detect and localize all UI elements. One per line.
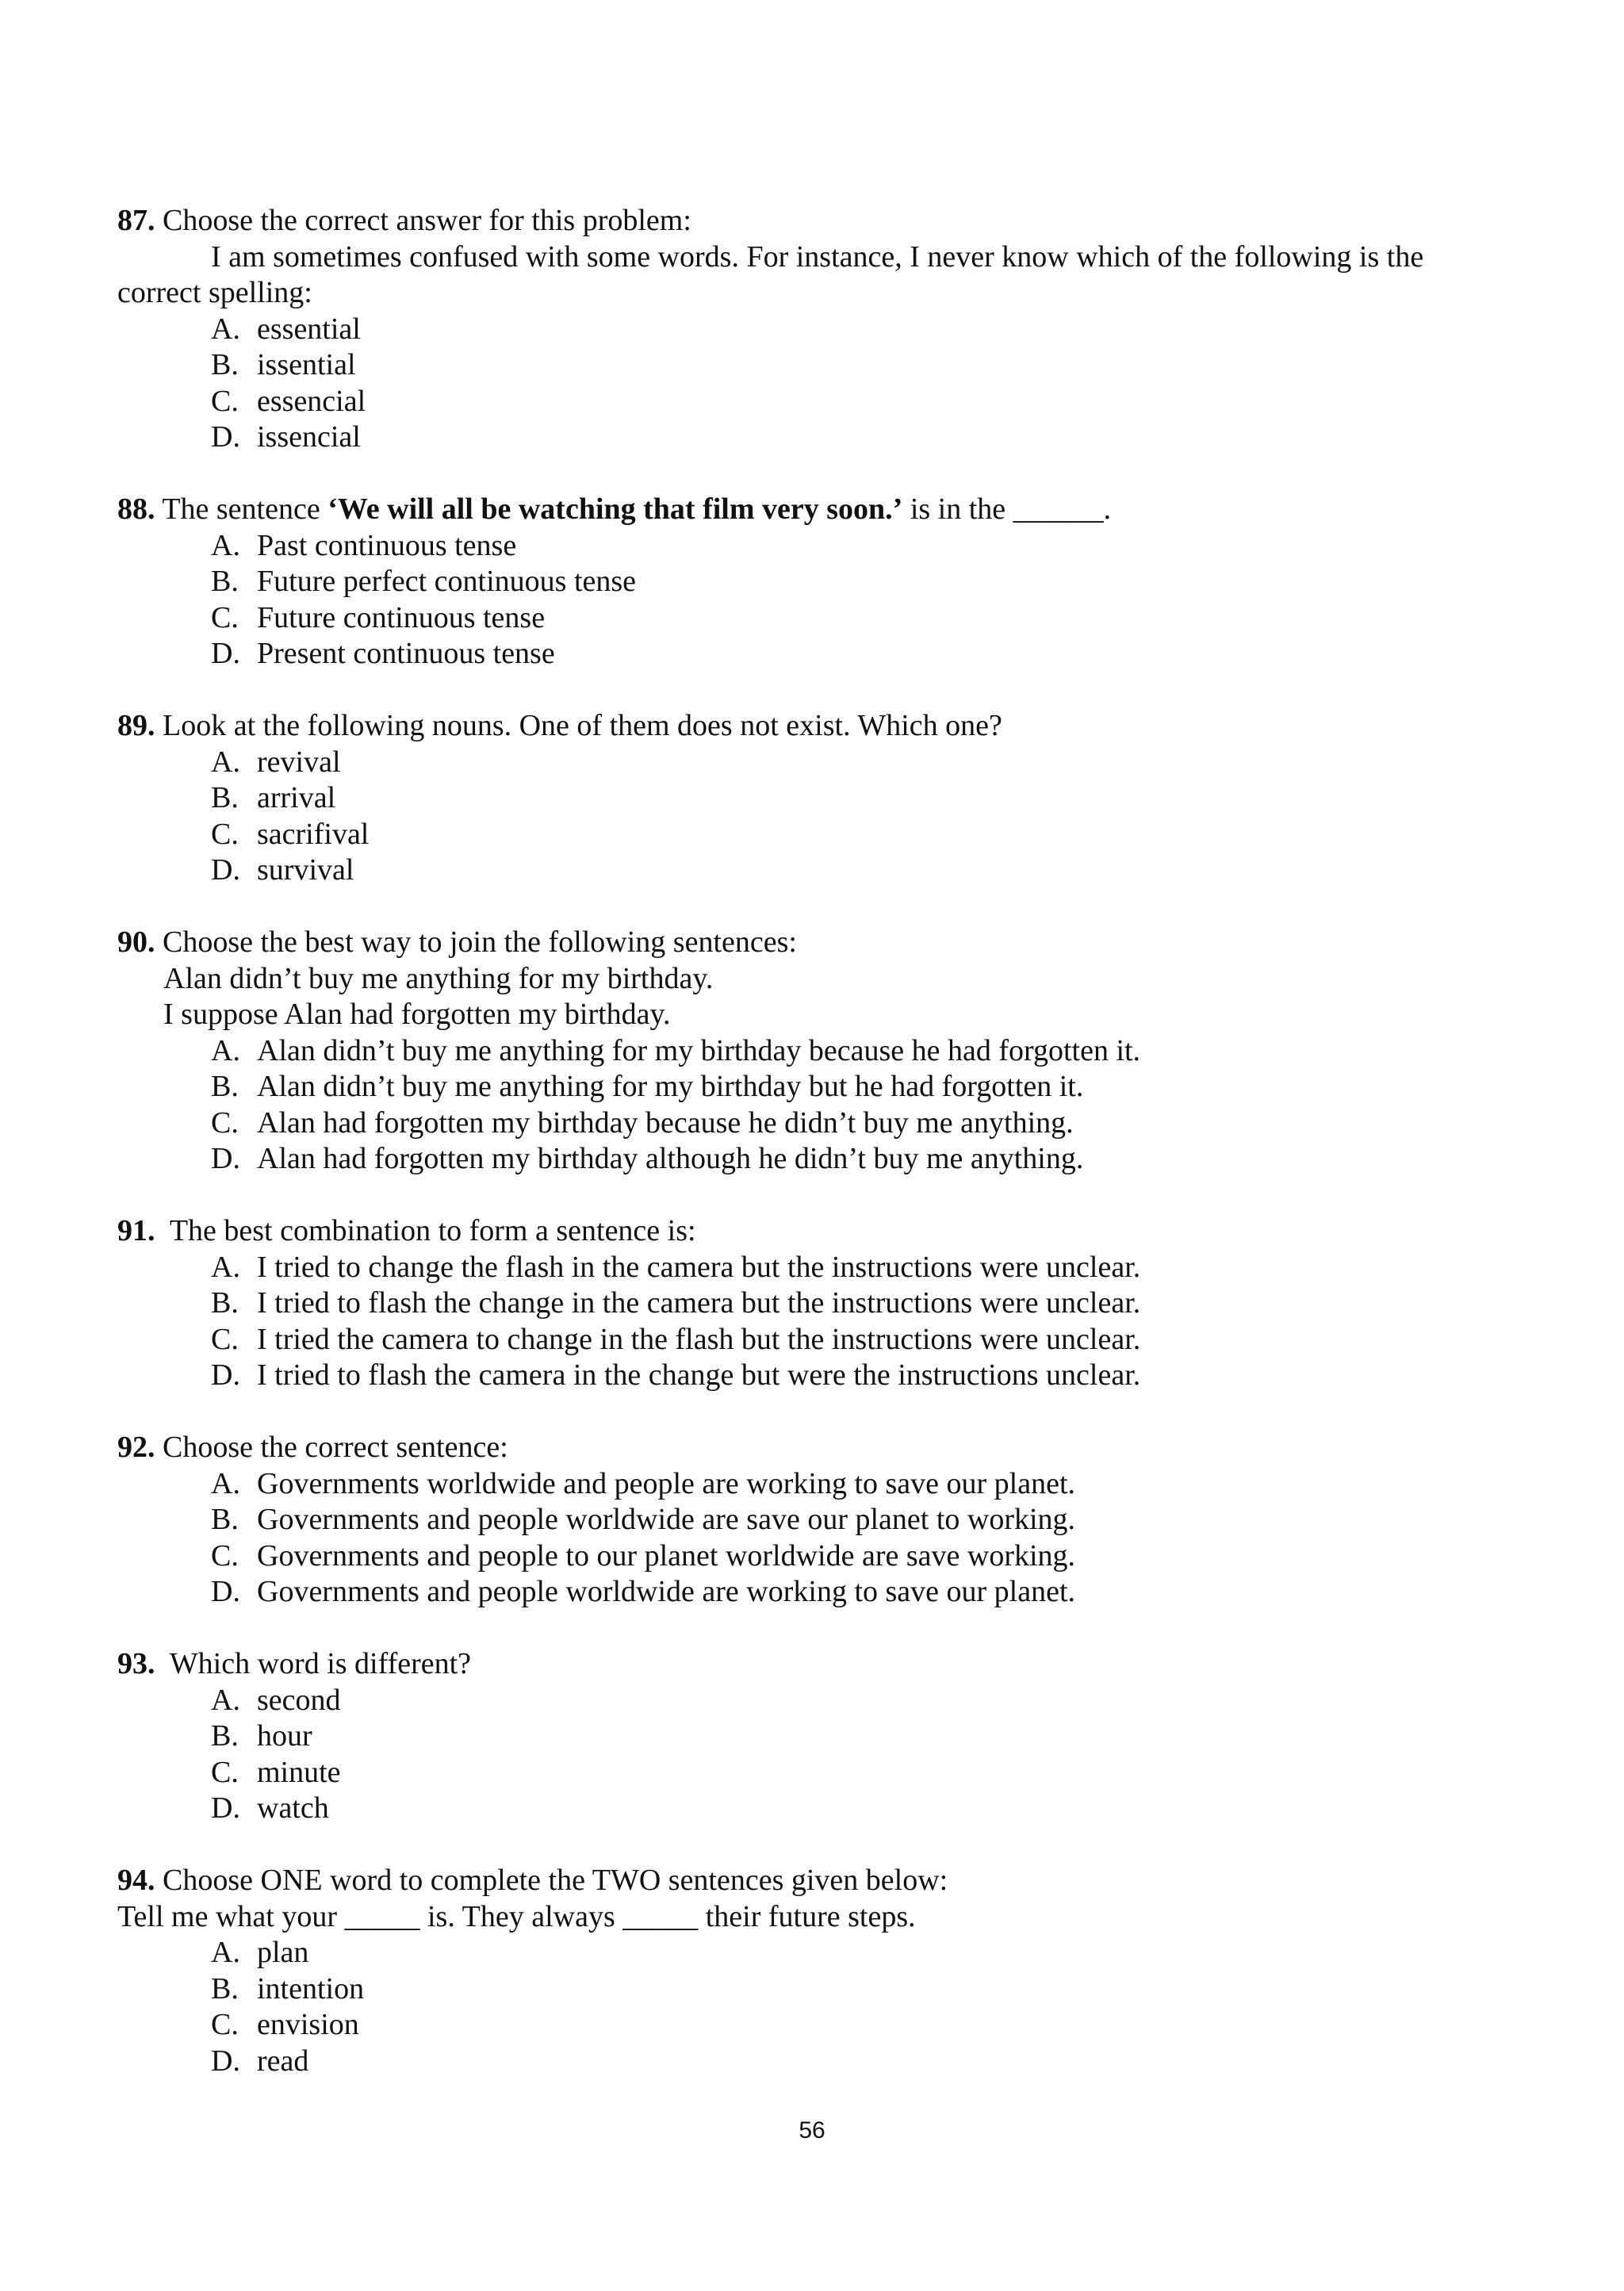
option-letter: A. (211, 528, 240, 562)
question-prompt (117, 925, 1513, 961)
option-letter: B. (211, 781, 239, 814)
question-87 (117, 203, 1513, 456)
page-number: 56 (799, 2117, 825, 2144)
answer-option-b (117, 1285, 1513, 1322)
option-text: Alan didn’t buy me anything for my birthday but he had forgotten it. (257, 1070, 1084, 1103)
option-letter: A. (211, 1250, 240, 1284)
answer-option-c (117, 2007, 1513, 2044)
option-letter: C. (211, 1105, 239, 1140)
question-list (117, 203, 1513, 2116)
question-prompt (117, 1213, 1513, 1250)
option-letter: B. (211, 1719, 239, 1753)
answer-option-b (117, 1971, 1513, 2008)
answer-options (117, 745, 1513, 889)
answer-options (117, 528, 1513, 672)
option-letter: B. (211, 565, 239, 598)
answer-options (117, 1466, 1513, 1611)
answer-option-a (117, 1250, 1513, 1286)
option-letter: B. (211, 1286, 239, 1320)
question-bold-text: ‘We will all be watching that film very soon.’ (327, 492, 903, 526)
question-given-sentence: Alan didn’t buy me anything for my birthday. (163, 961, 714, 995)
answer-option-c (117, 384, 1513, 420)
question-continuation: correct spelling: (117, 276, 312, 309)
question-text: Choose the correct sentence: (155, 1431, 508, 1464)
option-text: Governments and people to our planet worldwide are save working. (257, 1538, 1076, 1573)
question-number: 89. (117, 709, 155, 742)
option-text: I tried to flash the change in the camera but the instructions were unclear. (257, 1286, 1141, 1320)
option-text: Governments worldwide and people are working to save our planet. (257, 1466, 1076, 1500)
option-letter: A. (211, 312, 240, 346)
option-text: plan (257, 1936, 309, 1969)
answer-option-d (117, 420, 1513, 456)
answer-option-b (117, 1502, 1513, 1538)
answer-option-d (117, 1358, 1513, 1394)
option-text: Future perfect continuous tense (257, 565, 637, 598)
question-91 (117, 1213, 1513, 1394)
answer-option-b (117, 780, 1513, 817)
option-text: arrival (257, 781, 336, 814)
answer-options (117, 1250, 1513, 1394)
question-number: 91. (117, 1214, 155, 1247)
option-letter: B. (211, 1070, 239, 1103)
option-letter: C. (211, 1538, 239, 1573)
question-number: 90. (117, 925, 155, 959)
answer-option-a (117, 528, 1513, 565)
option-letter: D. (211, 637, 240, 670)
question-89 (117, 708, 1513, 889)
option-text: minute (257, 1755, 341, 1789)
answer-option-c (117, 1538, 1513, 1575)
option-text: Future continuous tense (257, 600, 546, 634)
answer-option-a (117, 1466, 1513, 1503)
option-text: Alan had forgotten my birthday because he didn’t buy me anything. (257, 1105, 1074, 1140)
answer-option-a (117, 312, 1513, 348)
option-letter: D. (211, 853, 240, 887)
question-text: Choose the correct answer for this problem: (155, 204, 691, 237)
answer-option-a (117, 1033, 1513, 1070)
answer-options (117, 1935, 1513, 2079)
question-number: 93. (117, 1647, 155, 1680)
question-text: is in the ______. (902, 492, 1112, 526)
option-letter: A. (211, 1466, 240, 1500)
answer-option-d (117, 852, 1513, 889)
option-letter: D. (211, 1575, 240, 1608)
question-number: 87. (117, 204, 155, 237)
option-letter: C. (211, 2008, 239, 2041)
question-prompt (117, 203, 1513, 239)
option-letter: C. (211, 600, 239, 634)
option-text: envision (257, 2008, 359, 2041)
option-letter: C. (211, 1322, 239, 1356)
option-text: essencial (257, 384, 366, 418)
option-letter: A. (211, 1033, 240, 1067)
option-text: I tried to change the flash in the camera but the instructions were unclear. (257, 1250, 1141, 1284)
question-indented-text: I am sometimes confused with some words. For instance, I never know which of the following is the (211, 239, 1424, 274)
question-94 (117, 1863, 1513, 2079)
option-letter: B. (211, 1503, 239, 1536)
question-text: The sentence (155, 492, 328, 526)
answer-option-c (117, 817, 1513, 853)
question-prompt (117, 1863, 1513, 1899)
option-text: Alan didn’t buy me anything for my birthday because he had forgotten it. (257, 1033, 1141, 1067)
question-text: Look at the following nouns. One of them does not exist. Which one? (155, 709, 1002, 742)
option-letter: C. (211, 817, 239, 851)
option-text: Alan had forgotten my birthday although he didn’t buy me anything. (257, 1142, 1084, 1175)
answer-option-c (117, 1105, 1513, 1142)
answer-option-b (117, 1069, 1513, 1105)
question-number: 94. (117, 1864, 155, 1897)
question-text: Choose the best way to join the following sentences: (155, 925, 797, 959)
option-letter: D. (211, 1358, 240, 1392)
option-letter: B. (211, 348, 239, 381)
question-text: Which word is different? (155, 1647, 472, 1680)
option-text: intention (257, 1971, 365, 2006)
option-text: watch (257, 1791, 329, 1825)
question-prompt (117, 1430, 1513, 1466)
option-text: Present continuous tense (257, 637, 555, 670)
option-text: Past continuous tense (257, 528, 517, 562)
question-text: The best combination to form a sentence is: (155, 1214, 696, 1247)
option-letter: D. (211, 420, 240, 454)
option-letter: D. (211, 1791, 240, 1825)
option-letter: D. (211, 2044, 240, 2078)
answer-option-a (117, 1683, 1513, 1719)
answer-option-c (117, 1755, 1513, 1791)
option-text: Governments and people worldwide are working to save our planet. (257, 1575, 1076, 1608)
answer-option-c (117, 1322, 1513, 1358)
option-text: I tried to flash the camera in the change but were the instructions unclear. (257, 1358, 1141, 1392)
question-text: Choose ONE word to complete the TWO sentences given below: (155, 1864, 948, 1897)
answer-option-d (117, 636, 1513, 672)
option-letter: C. (211, 1755, 239, 1789)
option-text: survival (257, 853, 354, 887)
answer-option-d (117, 1141, 1513, 1178)
option-letter: A. (211, 1683, 240, 1717)
option-text: read (257, 2044, 309, 2078)
question-prompt (117, 1646, 1513, 1683)
answer-options (117, 1033, 1513, 1178)
question-93 (117, 1646, 1513, 1827)
option-text: essential (257, 312, 361, 346)
question-continuation: Tell me what your _____ is. They always _____ their future steps. (117, 1899, 916, 1933)
answer-options (117, 312, 1513, 456)
answer-option-a (117, 745, 1513, 781)
option-letter: D. (211, 1142, 240, 1175)
answer-option-b (117, 564, 1513, 600)
question-prompt (117, 708, 1513, 745)
answer-option-d (117, 1791, 1513, 1827)
question-given-sentence: I suppose Alan had forgotten my birthday. (163, 998, 671, 1031)
option-text: Governments and people worldwide are save our planet to working. (257, 1503, 1076, 1536)
question-prompt (117, 492, 1513, 528)
option-letter: A. (211, 1936, 240, 1969)
question-90 (117, 925, 1513, 1178)
question-92 (117, 1430, 1513, 1611)
answer-option-c (117, 600, 1513, 637)
option-text: sacrifival (257, 817, 370, 851)
option-text: issencial (257, 420, 361, 454)
option-text: issential (257, 348, 356, 381)
option-text: I tried the camera to change in the flash but the instructions were unclear. (257, 1322, 1141, 1356)
question-88 (117, 492, 1513, 672)
answer-option-b (117, 347, 1513, 384)
answer-option-a (117, 1935, 1513, 1971)
answer-option-b (117, 1718, 1513, 1755)
option-letter: B. (211, 1971, 239, 2006)
question-number: 92. (117, 1431, 155, 1464)
answer-option-d (117, 2044, 1513, 2080)
option-text: second (257, 1683, 341, 1717)
answer-options (117, 1683, 1513, 1827)
option-letter: A. (211, 745, 240, 779)
option-text: hour (257, 1719, 312, 1753)
option-text: revival (257, 745, 341, 779)
answer-option-d (117, 1574, 1513, 1611)
option-letter: C. (211, 384, 239, 418)
question-number: 88. (117, 492, 155, 526)
